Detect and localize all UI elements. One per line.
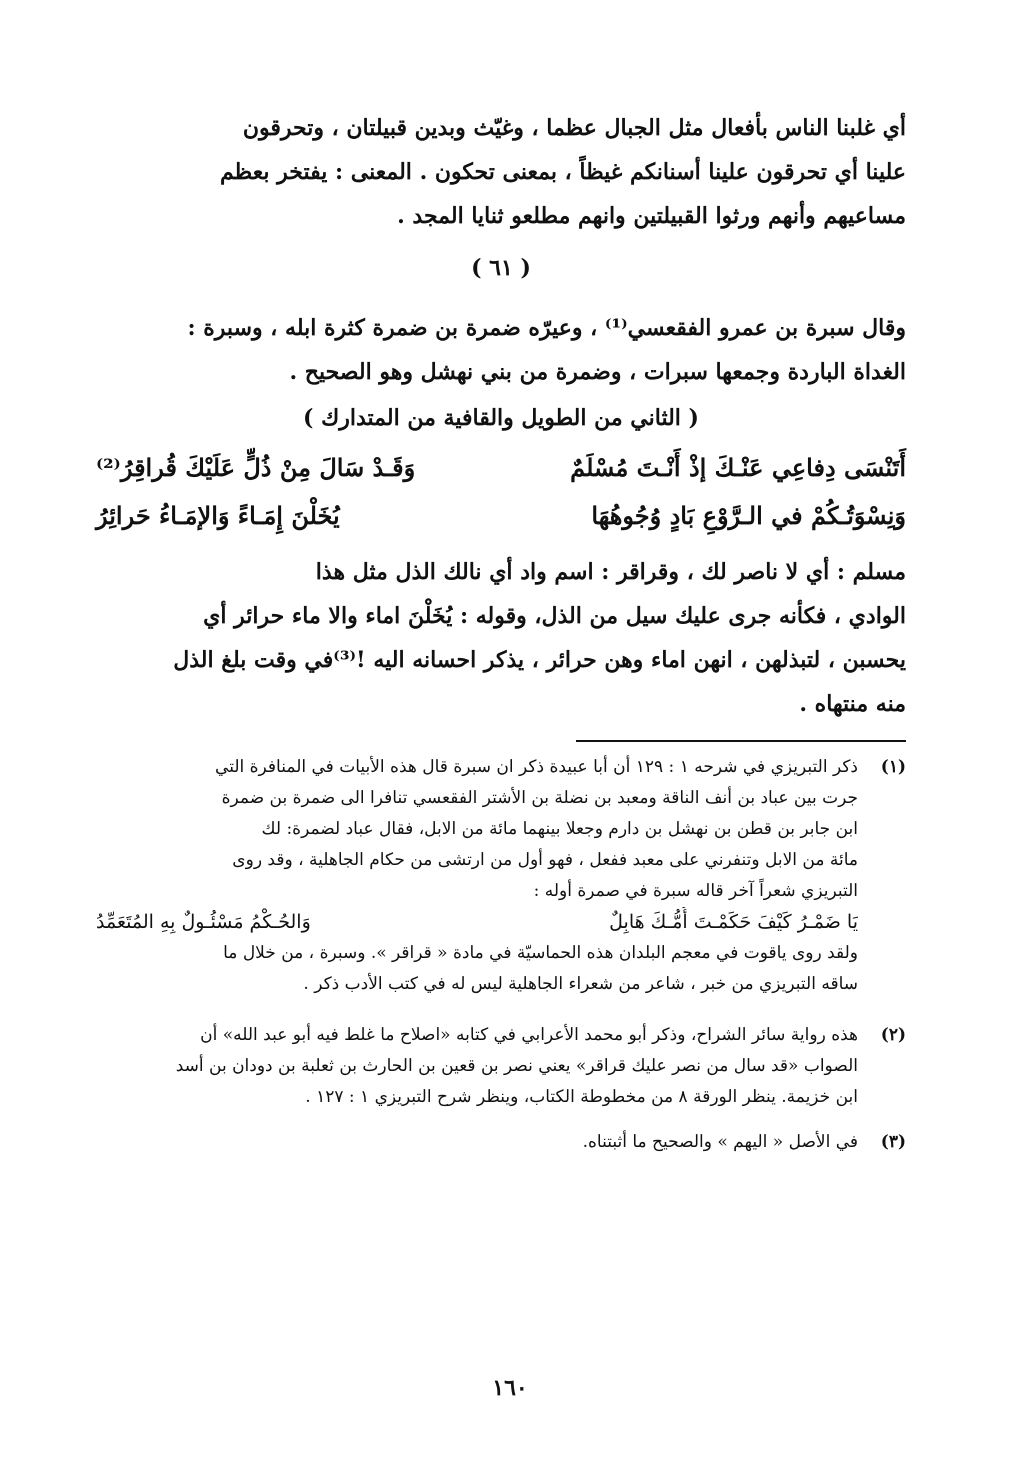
footnote-verse <box>96 907 858 938</box>
footnote-line: ساقه التبريزي من خبر ، شاعر من شعراء الجاهلية ليس له في كتب الأدب ذكر . <box>303 974 858 994</box>
text-line: وقال سبرة بن عمرو الفقعسي⁽¹⁾ ، وعيرّه ضمرة بن ضمرة كثرة ابله ، وسبرة : <box>187 315 906 341</box>
footnote-text <box>96 1127 858 1158</box>
verse-line <box>96 444 906 492</box>
footnote-2 <box>96 1020 906 1113</box>
paragraph-3 <box>96 550 906 726</box>
footnote-line: مائة من الابل وتنفرني على معبد ففعل ، فهو أول من ارتشى من حكام الجاهلية ، وقد روى <box>232 850 858 870</box>
paragraph-1 <box>96 106 906 238</box>
footnote-line: ابن جابر بن قطن بن نهشل بن دارم وجعلا بينهما مائة من الابل، فقال عباد لضمرة: لك <box>261 819 858 839</box>
footnote-line: ذكر التبريزي في شرحه ١ : ١٢٩ أن أبا عبيدة ذكر ان سبرة قال هذه الأبيات في المنافرة التي <box>215 757 858 777</box>
footnote-line: هذه رواية سائر الشراح، وذكر أبو محمد الأعرابي في كتابه «اصلاح ما غلط فيه أبو عبد الله» أن <box>200 1025 858 1045</box>
text-line: منه منتهاه . <box>799 691 906 717</box>
verse-line <box>96 492 906 540</box>
text-line: مسلم : أي لا ناصر لك ، وقراقر : اسم واد أي نالك الذل مثل هذا <box>315 559 906 585</box>
footnote-number: (٢) <box>880 1025 906 1045</box>
footnote-text <box>96 752 858 1000</box>
poem-verses <box>96 444 906 540</box>
footnote-1 <box>96 752 906 1000</box>
text-line: يحسبن ، لتبذلهن ، انهن اماء وهن حرائر ، يذكر احسانه اليه !⁽³⁾في وقت بلغ الذل <box>173 647 906 673</box>
footnote-line: ولقد روى ياقوت في معجم البلدان هذه الحماسيّة في مادة « قراقر ». وسبرة ، من خلال ما <box>223 943 858 963</box>
meter-heading: ( الثاني من الطويل والقافية من المتدارك ) <box>303 405 699 431</box>
footnote-line: الصواب «قد سال من نصر عليك قراقر» يعني نصر بن قعين بن الحارث بن ثعلبة بن دودان بن أسد <box>175 1056 858 1076</box>
text-line: الوادي ، فكأنه جرى عليك سيل من الذل، وقوله : يُخَلْنَ اماء والا ماء حرائر أي <box>203 603 906 629</box>
verse-second-hemistich: وَالحُـكْمُ مَسْئُـولٌ بِهِ المُتَعَمِّدُ <box>96 911 311 933</box>
footnote-line: ابن خزيمة. ينظر الورقة ٨ من مخطوطة الكتاب، وينظر شرح التبريزي ١ : ١٢٧ . <box>305 1087 858 1107</box>
verse-second-hemistich: وَقَـدْ سَالَ مِنْ ذُلٍّ عَلَيْكَ قُراقِرُ⁽²⁾ <box>96 453 416 482</box>
page-number: ١٦٠ <box>492 1375 528 1401</box>
verse-first-hemistich: أَتَنْسَى دِفاعِي عَنْـكَ إذْ أَنْـتَ مُسْلَمٌ <box>570 453 906 482</box>
footnote-line: التبريزي شعراً آخر قاله سبرة في صمرة أوله : <box>533 881 858 901</box>
paragraph-2 <box>96 306 906 394</box>
footnote-number: (١) <box>880 757 906 777</box>
footnote-text <box>96 1020 858 1113</box>
footnote-3 <box>96 1127 906 1158</box>
text-line: أي غلبنا الناس بأفعال مثل الجبال عظما ، وغيّث وبدين قبيلتان ، وتحرقون <box>242 115 906 141</box>
text-line: علينا أي تحرقون علينا أسنانكم غيظاً ، بمعنى تحكون . المعنى : يفتخر بعظم <box>220 159 906 185</box>
page-body <box>96 92 906 1172</box>
verse-first-hemistich: وَنِسْوَتُـكُمْ في الـرَّوْعِ بَادٍ وُجُوهُهَا <box>591 501 906 530</box>
footnote-number: (٣) <box>880 1132 906 1152</box>
verse-second-hemistich: يُخَلْنَ إِمَـاءً وَالإمَـاءُ حَرائِرُ <box>96 501 340 530</box>
footnote-divider <box>576 740 906 742</box>
verse-first-hemistich: يَا ضَمْـرُ كَيْفَ حَكَمْـتَ أُمُّـكَ هَابِلٌ <box>609 911 858 933</box>
poem-number-heading: ( ٦١ ) <box>471 255 531 281</box>
text-line: مساعيهم وأنهم ورثوا القبيلتين وانهم مطلعو ثنايا المجد . <box>397 203 906 229</box>
footnote-line: في الأصل « اليهم » والصحيح ما أثبتناه. <box>582 1132 858 1152</box>
text-line: الغداة الباردة وجمعها سبرات ، وضمرة من بني نهشل وهو الصحيح . <box>289 359 906 385</box>
footnote-line: جرت بين عباد بن أنف الناقة ومعبد بن نضلة بن الأشتر الفقعسي تنافرا الى ضمرة بن ضمرة <box>221 788 858 808</box>
